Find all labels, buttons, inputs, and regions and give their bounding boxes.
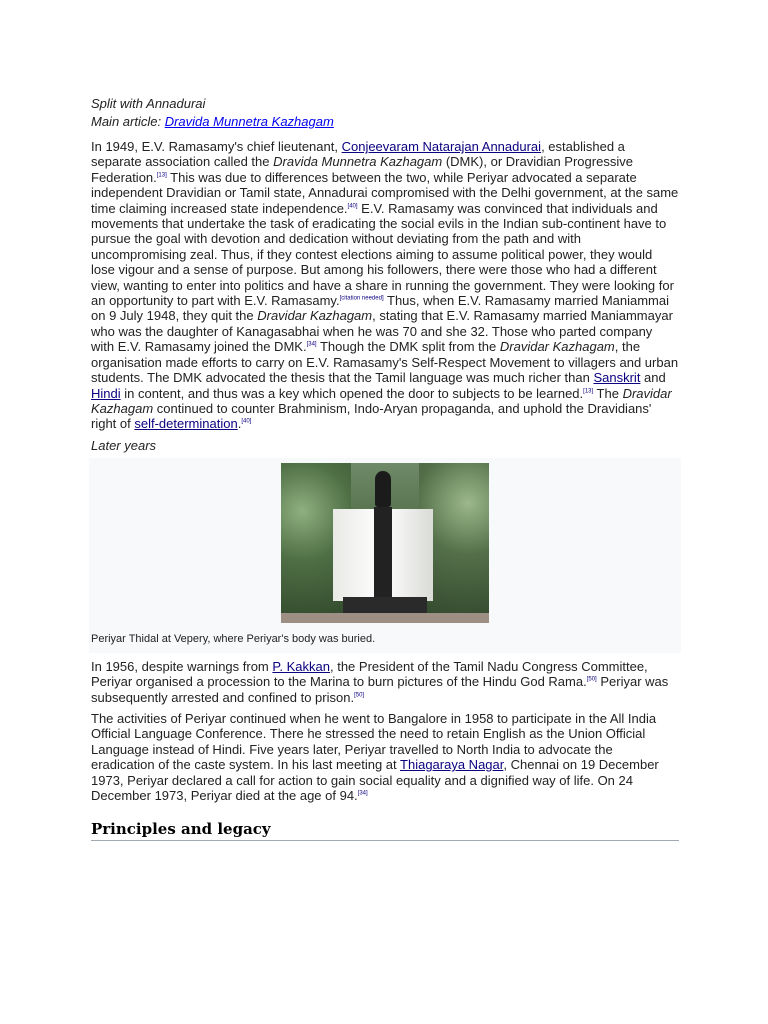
italic-term: Dravida Munnetra Kazhagam (273, 154, 443, 170)
arm-sculpture (374, 507, 392, 597)
text-run: continued to counter Brahminism, Indo-Aryan propaganda, and uphold the Dravidians' right of (91, 400, 652, 432)
link-hindi[interactable]: Hindi (91, 385, 121, 401)
citation-needed[interactable]: [citation needed] (339, 295, 384, 302)
text-run: Though the DMK split from the (316, 339, 500, 355)
citation-ref[interactable]: [50] (586, 676, 597, 683)
citation-ref[interactable]: [34] (357, 790, 368, 797)
torch-sculpture (375, 471, 391, 507)
text-run: In 1956, despite warnings from (91, 658, 273, 674)
main-article-prefix: Main article: (91, 114, 165, 129)
italic-term: Dravidar Kazhagam (499, 339, 615, 355)
italic-term: Dravidar Kazhagam (91, 385, 672, 416)
citation-ref[interactable]: [40] (347, 203, 358, 210)
link-annadurai[interactable]: Conjeevaram Natarajan Annadurai (341, 139, 542, 154)
link-thiagaraya-nagar[interactable]: Thiagaraya Nagar (400, 757, 504, 773)
link-sanskrit[interactable]: Sanskrit (593, 370, 641, 386)
text-run: In 1949, E.V. Ramasamy's chief lieutenant, (91, 139, 342, 154)
section-heading-principles: Principles and legacy (91, 819, 679, 841)
figure-caption: Periyar Thidal at Vepery, where Periyar's body was buried. (91, 632, 376, 645)
paragraph-activities (91, 711, 679, 803)
link-kakkan[interactable]: P. Kakkan (272, 658, 330, 674)
paragraph-1956 (91, 659, 679, 705)
text-run: The (593, 385, 623, 401)
section-heading-split: Split with Annadurai (91, 96, 206, 111)
text-run: in content, and thus was a key which opened the door to subjects to be learned. (120, 385, 584, 401)
figure (89, 458, 681, 653)
citation-ref[interactable]: [40] (241, 418, 252, 425)
link-self-determination[interactable]: self-determination (134, 416, 238, 432)
text-run: . (237, 416, 242, 432)
link-dmk-article[interactable]: Dravida Munnetra Kazhagam (164, 114, 334, 129)
text-run: , the organisation made efforts to carry on E.V. Ramasamy's Self-Respect Movement to villagers and urban students. The DMK advocated the thesis that the Tamil language was much richer than (91, 339, 679, 386)
text-run: (DMK), or Dravidian Progressive Federation. (91, 154, 633, 185)
text-run: and (640, 370, 666, 386)
citation-ref[interactable]: [13] (583, 388, 594, 395)
main-article-note (91, 114, 679, 130)
article-body (91, 96, 679, 841)
ground (281, 613, 489, 623)
text-run: , the President of the Tamil Nadu Congress Committee, Periyar organised a procession to the Marina to burn pictures of the Hindu God Rama. (91, 658, 648, 690)
citation-ref[interactable]: [13] (156, 172, 167, 179)
text-run: , stating that E.V. Ramasamy married Maniammayar who was the daughter of Kanagasabhai when he was 70 and she 32. Those who parted company with E.V. Ramasamy joined the DMK. (91, 308, 673, 355)
section-heading-later-years: Later years (91, 437, 157, 453)
text-run: This was due to differences between the two, while Periyar advocated a separate independent Dravidian or Tamil state, Annadurai compromised with the Delhi government, at the same time claiming increased state independence. (91, 169, 679, 216)
text-run: Thus, when E.V. Ramasamy married Maniammai on 9 July 1948, they quit the (91, 293, 670, 324)
periyar-thidal-photo[interactable] (281, 463, 489, 623)
text-run: , Chennai on 19 December 1973, Periyar declared a call for action to gain social equality and a dignified way of life. On 24 December 1973, Periyar died at the age of 94. (91, 757, 659, 803)
italic-term: Dravidar Kazhagam (257, 308, 373, 324)
paragraph-split (91, 139, 679, 432)
text-run: Periyar was subsequently arrested and confined to prison. (91, 674, 669, 705)
text-run: , established a separate association called the (91, 139, 625, 170)
text-run: E.V. Ramasamy was convinced that individuals and movements that undertake the task of eradicating the social evils in the Indian sub-continent have to pursue the goal with devotion and dedication without deviating from the path and with uncompromising zeal. Thus, if they contest elections aiming to assume political power, they would lose vigour and a sense of purpose. But among his followers, there were those who had a different view, wanting to enter into politics and have a share in running the government. They were looking for an opportunity to part with E.V. Ramasamy. (91, 200, 674, 309)
text-run: The activities of Periyar continued when he went to Bangalore in 1958 to participate in the All India Official Language Conference. There he stressed the need to retain English as the Union Official Language instead of Hindi. Five years later, Periyar travelled to North India to advocate the eradication of the caste system. In his last meeting at (91, 710, 657, 773)
citation-ref[interactable]: [34] (306, 341, 317, 348)
citation-ref[interactable]: [50] (354, 692, 365, 699)
